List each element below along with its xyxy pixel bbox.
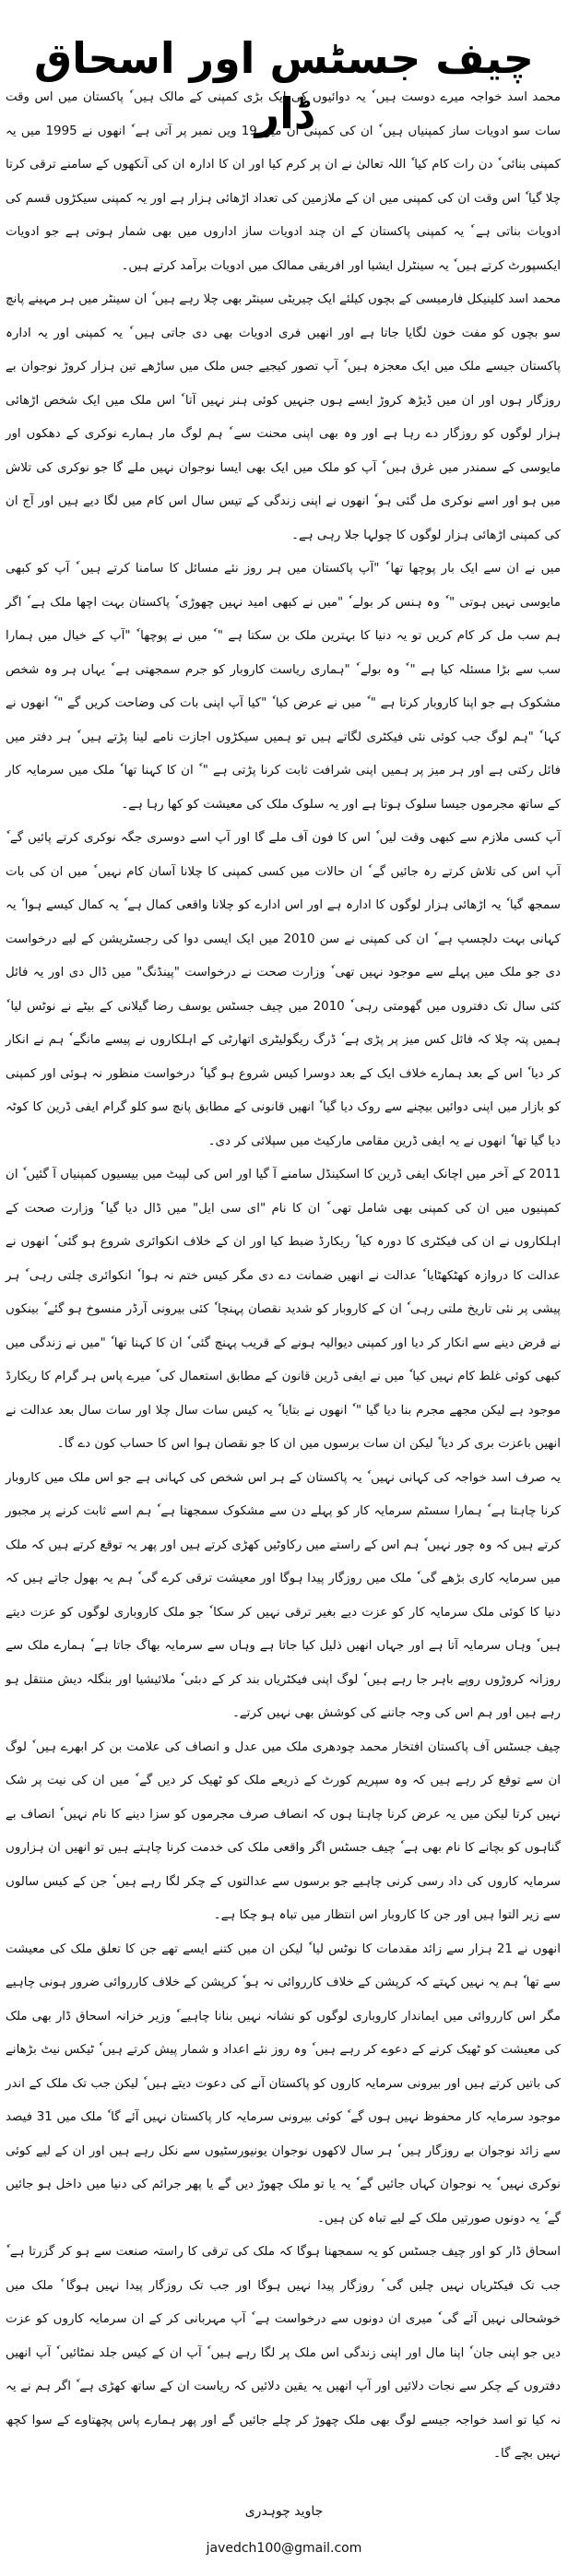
article-body: [6, 81, 561, 2472]
article-paragraph: چیف جسٹس آف پاکستان افتخار محمد چودھری ملک میں عدل و انصاف کی علامت بن کر ابھرے ہیں ٗ لوگ ان سے توقع کر رہے ہیں کہ وہ سپریم کورٹ کے ذریعے ملک کو ٹھیک کر دیں گے ٗ میں ان کی نیت پر شک نہیں کرتا لیکن میں یہ عرض کرنا چاہتا ہوں کہ انصاف صرف مجرموں کو سزا دینے کا نام نہیں ٗ انصاف بے گناہوں کو بچانے کا نام بھی ہے ٗ چیف جسٹس اگر واقعی ملک کی خدمت کرنا چاہتے ہیں تو انھیں ان ہزاروں سرمایہ کاروں کی داد رسی کرنی چاہیے جو برسوں سے عدالتوں کے چکر لگا رہے ہیں ٗ جن کے کیس سالوں سے زیر التوا ہیں اور جن کا کاروبار اس انتظار میں تباہ ہو چکا ہے۔: [6, 1739, 561, 1922]
article-paragraph: انھوں نے 21 ہزار سے زائد مقدمات کا نوٹس لیا ٗ لیکن ان میں کتنے ایسے تھے جن کا تعلق ملک کی معیشت سے تھا ٗ ہم یہ نہیں کہتے کہ کرپشن کے خلاف کارروائی نہ ہو ٗ کرپشن کے خلاف کارروائی ضرور ہونی چاہیے مگر اس کارروائی میں ایماندار کاروباری لوگوں کو نشانہ نہیں بنانا چاہیے ٗ وزیر خزانہ اسحاق ڈار بھی ملک کی معیشت کو ٹھیک کرنے کے دعوے کر رہے ہیں ٗ وہ روز نئے اعداد و شمار پیش کرتے ہیں ٗ ٹیکس نیٹ بڑھانے کی باتیں کرتے ہیں اور بیرونی سرمایہ کاروں کو پاکستان آنے کی دعوت دیتے ہیں ٗ لیکن جب تک ملک کے اندر موجود سرمایہ کار محفوظ نہیں ہوں گے ٗ کوئی بیرونی سرمایہ کار پاکستان نہیں آئے گا ٗ ملک میں 31 فیصد سے زائد نوجوان بے روزگار ہیں ٗ ہر سال لاکھوں نوجوان یونیورسٹیوں سے نکل رہے ہیں اور ان کے لیے کوئی نوکری نہیں ٗ یہ نوجوان کہاں جائیں گے ٗ یہ یا تو ملک چھوڑ دیں گے یا پھر جرائم کی دنیا میں داخل ہو جائیں گے ٗ یہ دونوں صورتیں ملک کے لیے تباہ کن ہیں۔: [6, 1941, 561, 2226]
article-paragraph: اسحاق ڈار کو اور چیف جسٹس کو یہ سمجھنا ہوگا کہ ملک کی ترقی کا راستہ صنعت سے ہو کر گزرتا ہے ٗ جب تک فیکٹریاں نہیں چلیں گی ٗ روزگار پیدا نہیں ہوگا اور جب تک روزگار پیدا نہیں ہوگا ٗ ملک میں خوشحالی نہیں آئے گی ٗ میری ان دونوں سے درخواست ہے ٗ آپ مہربانی کر کے ان سرمایہ کاروں کو عزت دیں جو اپنی جان ٗ اپنا مال اور اپنی زندگی اس ملک پر لگا رہے ہیں ٗ آپ ان کے کیس جلد نمٹائیں ٗ آپ انھیں دفتروں کے چکر سے نجات دلائیں اور آپ انھیں یہ یقین دلائیں کہ ریاست ان کے ساتھ کھڑی ہے ٗ اگر ہم نے یہ نہ کیا تو اسد خواجہ جیسے لوگ بھی ملک چھوڑ کر چلے جائیں گے اور پھر ہمارے پاس پچھتاوے کے سوا کچھ نہیں بچے گا۔: [6, 2245, 561, 2461]
article-paragraph: میں نے ان سے ایک بار پوچھا تھا ٗ "آپ پاکستان میں ہر روز نئے مسائل کا سامنا کرتے ہیں ٗ آپ کو کبھی مایوسی نہیں ہوتی " ٗ وہ ہنس کر بولے ٗ "میں نے کبھی امید نہیں چھوڑی ٗ پاکستان بہت اچھا ملک ہے ٗ اگر ہم سب مل کر کام کریں تو یہ دنیا کا بہترین ملک بن سکتا ہے " ٗ میں نے پوچھا ٗ "آپ کے خیال میں ہمارا سب سے بڑا مسئلہ کیا ہے " ٗ وہ بولے ٗ "ہماری ریاست کاروبار کو جرم سمجھتی ہے ٗ یہاں ہر وہ شخص مشکوک ہے جو اپنا کاروبار کرتا ہے " ٗ میں نے عرض کیا ٗ "کیا آپ اپنی بات کی وضاحت کریں گے " ٗ انھوں نے کہا ٗ "ہم لوگ جب کوئی نئی فیکٹری لگاتے ہیں تو ہمیں سیکڑوں اجازت نامے لینا پڑتے ہیں ٗ ہر دفتر میں فائل رکتی ہے اور ہر میز پر ہمیں اپنی شرافت ثابت کرنا پڑتی ہے " ٗ ان کا کہنا تھا ٗ ملک میں سرمایہ کار کے ساتھ مجرموں جیسا سلوک ہوتا ہے اور یہ سلوک ملک کی معیشت کو کھا رہا ہے۔: [6, 562, 561, 812]
article-headline: چیف جسٹس اور اسحاق ڈار: [34, 32, 534, 138]
article-paragraph: محمد اسد خواجہ میرے دوست ہیں ٗ یہ دوائیوں کی ایک بڑی کمپنی کے مالک ہیں ٗ پاکستان میں اس وقت سات سو ادویات ساز کمپنیاں ہیں ٗ ان کی کمپنی ان میں 19 ویں نمبر پر آتی ہے ٗ انھوں نے 1995 میں یہ کمپنی بنائی ٗ دن رات کام کیا ٗ اللہ تعالیٰ نے ان پر کرم کیا اور ان کا ادارہ ان کی آنکھوں کے سامنے ترقی کرتا چلا گیا ٗ اس وقت ان کی کمپنی میں ان کے ملازمین کی تعداد اڑھائی ہزار ہے اور یہ کمپنی سیکڑوں قسم کی ادویات بناتی ہے ٗ یہ کمپنی پاکستان کے ان چند ادویات ساز اداروں میں بھی شمار ہوتی ہے جو ادویات ایکسپورٹ کرتے ہیں ٗ یہ سینٹرل ایشیا اور افریقی ممالک میں ادویات برآمد کرتے ہیں۔: [6, 90, 562, 273]
author-email: javedch100@gmail.com: [206, 2541, 362, 2556]
article-paragraph: آپ کسی ملازم سے کبھی وقت لیں ٗ اس کا فون آف ملے گا اور آپ اسے دوسری جگہ نوکری کرتے پائیں گے ٗ آپ اس کی تلاش کرتے رہ جائیں گے ٗ ان حالات میں کسی کمپنی کا چلانا آسان کام نہیں ٗ میں ان کی بات سمجھ گیا ٗ یہ اڑھائی ہزار لوگوں کا ادارہ ہے اور اس ادارے کو چلانا واقعی کمال ہے ٗ یہ کمال کیسے ہوا ٗ یہ کہانی بہت دلچسپ ہے ٗ ان کی کمپنی نے سن 2010 میں ایک ایسی دوا کی رجسٹریشن کے لیے درخواست دی جو ملک میں پہلے سے موجود نہیں تھی ٗ وزارت صحت نے درخواست "پینڈنگ" میں ڈال دی اور یہ فائل کئی سال تک دفتروں میں گھومتی رہی ٗ 2010 میں چیف جسٹس یوسف رضا گیلانی کے بیٹے نے نوٹس لیا ٗ ہمیں پتہ چلا کہ فائل کس میز پر پڑی ہے ٗ ڈرگ ریگولیٹری اتھارٹی کے اہلکاروں نے پیسے مانگے ٗ ہم نے انکار کر دیا ٗ اس کے بعد ہمارے خلاف ایک کے بعد دوسرا کیس شروع ہو گیا ٗ درخواست منظور نہ ہوئی اور کمپنی کو بازار میں اپنی دوائیں بیچنے سے روک دیا گیا ٗ انھیں قانونی کے مطابق پانچ سو کلو گرام ایفی ڈرین کا کوٹہ دیا گیا تھا ٗ انھوں نے یہ ایفی ڈرین مقامی مارکیٹ میں سپلائی کر دی۔: [6, 831, 561, 1148]
article-paragraph: محمد اسد کلینیکل فارمیسی کے بچوں کیلئے ایک چیریٹی سینٹر بھی چلا رہے ہیں ٗ ان سینٹر میں ہر مہینے پانچ سو بچوں کو مفت خون لگایا جاتا ہے اور انھیں فری ادویات بھی دی جاتی ہیں ٗ یہ کمپنی اور یہ ادارہ پاکستان جیسے ملک میں ایک معجزہ ہیں ٗ آپ تصور کیجیے جس ملک میں ساڑھے تین ہزار کروڑ نوجوان بے روزگار ہوں اور ان میں ڈیڑھ کروڑ ایسے ہوں جنہیں کوئی ہنر نہیں آتا ٗ اس ملک میں ایک شخص اڑھائی ہزار لوگوں کو روزگار دے رہا ہے اور وہ بھی اپنی محنت سے ٗ ہم لوگ مار ہمارے نوکری کے دھکوں اور مایوسی کے سمندر میں غرق ہیں ٗ آپ کو ملک میں ایک بھی ایسا نوجوان نہیں ملے گا جو نوکری کی تلاش میں ہو اور اسے نوکری مل گئی ہو ٗ انھوں نے اپنی زندگی کے تیس سال اس کام میں لگا دیے ہیں اور آج ان کی کمپنی اڑھائی ہزار لوگوں کا چولہا جلا رہی ہے۔: [6, 292, 561, 542]
author-name: جاوید چوہدری: [244, 2504, 324, 2519]
article-paragraph: 2011 کے آخر میں اچانک ایفی ڈرین کا اسکینڈل سامنے آ گیا اور اس کی لپیٹ میں بیسیوں کمپنیاں آ گئیں ٗ ان کمپنیوں میں ان کی کمپنی بھی شامل تھی ٗ ان کا نام "ای سی ایل" میں ڈال دیا گیا ٗ وزارت صحت کے اہلکاروں نے ان کی فیکٹری کا دورہ کیا ٗ ریکارڈ ضبط کیا اور ان کے خلاف انکوائری شروع ہو گئی ٗ انھوں نے عدالت کا دروازہ کھٹکھٹایا ٗ عدالت نے انھیں ضمانت دے دی مگر کیس ختم نہ ہوا ٗ انکوائری چلتی رہی ٗ ہر پیشی پر نئی تاریخ ملتی رہی ٗ ان کے کاروبار کو شدید نقصان پہنچا ٗ کئی بیرونی آرڈر منسوخ ہو گئے ٗ بینکوں نے قرض دینے سے انکار کر دیا اور کمپنی دیوالیہ ہونے کے قریب پہنچ گئی ٗ ان کا کہنا تھا ٗ "میں نے زندگی میں کبھی کوئی غلط کام نہیں کیا ٗ میں نے ایفی ڈرین قانون کے مطابق استعمال کی ٗ میرے پاس ہر گرام کا ریکارڈ موجود ہے لیکن مجھے مجرم بنا دیا گیا " ٗ انھوں نے بتایا ٗ یہ کیس سات سال چلا اور سات سال بعد عدالت نے انھیں باعزت بری کر دیا ٗ لیکن ان سات برسوں میں ان کا جو نقصان ہوا اس کا حساب کون دے گا۔: [6, 1168, 561, 1451]
article-paragraph: یہ صرف اسد خواجہ کی کہانی نہیں ٗ یہ پاکستان کے ہر اس شخص کی کہانی ہے جو اس ملک میں کاروبار کرنا چاہتا ہے ٗ ہمارا سسٹم سرمایہ کار کو پہلے دن سے مشکوک سمجھتا ہے ٗ ہم اسے ثابت کرنے پر مجبور کرتے ہیں کہ وہ چور نہیں ٗ ہم اس کے راستے میں رکاوٹیں کھڑی کرتے ہیں اور پھر یہ توقع کرتے ہیں کہ ملک میں سرمایہ کاری بڑھے گی ٗ ملک میں روزگار پیدا ہوگا اور معیشت ترقی کرے گی ٗ ہم یہ بھول جاتے ہیں کہ دنیا کا کوئی ملک سرمایہ کار کو عزت دیے بغیر ترقی نہیں کر سکا ٗ جو ملک کاروباری لوگوں کو عزت دیتے ہیں ٗ وہاں سرمایہ آتا ہے اور جہاں انھیں ذلیل کیا جاتا ہے وہاں سے سرمایہ بھاگ جاتا ہے ٗ ہمارے ملک سے روزانہ کروڑوں روپے باہر جا رہے ہیں ٗ لوگ اپنی فیکٹریاں بند کر کے دبئی ٗ ملائیشیا اور بنگلہ دیش منتقل ہو رہے ہیں اور ہم اس کی وجہ جاننے کی کوشش بھی نہیں کرتے۔: [6, 1470, 561, 1720]
